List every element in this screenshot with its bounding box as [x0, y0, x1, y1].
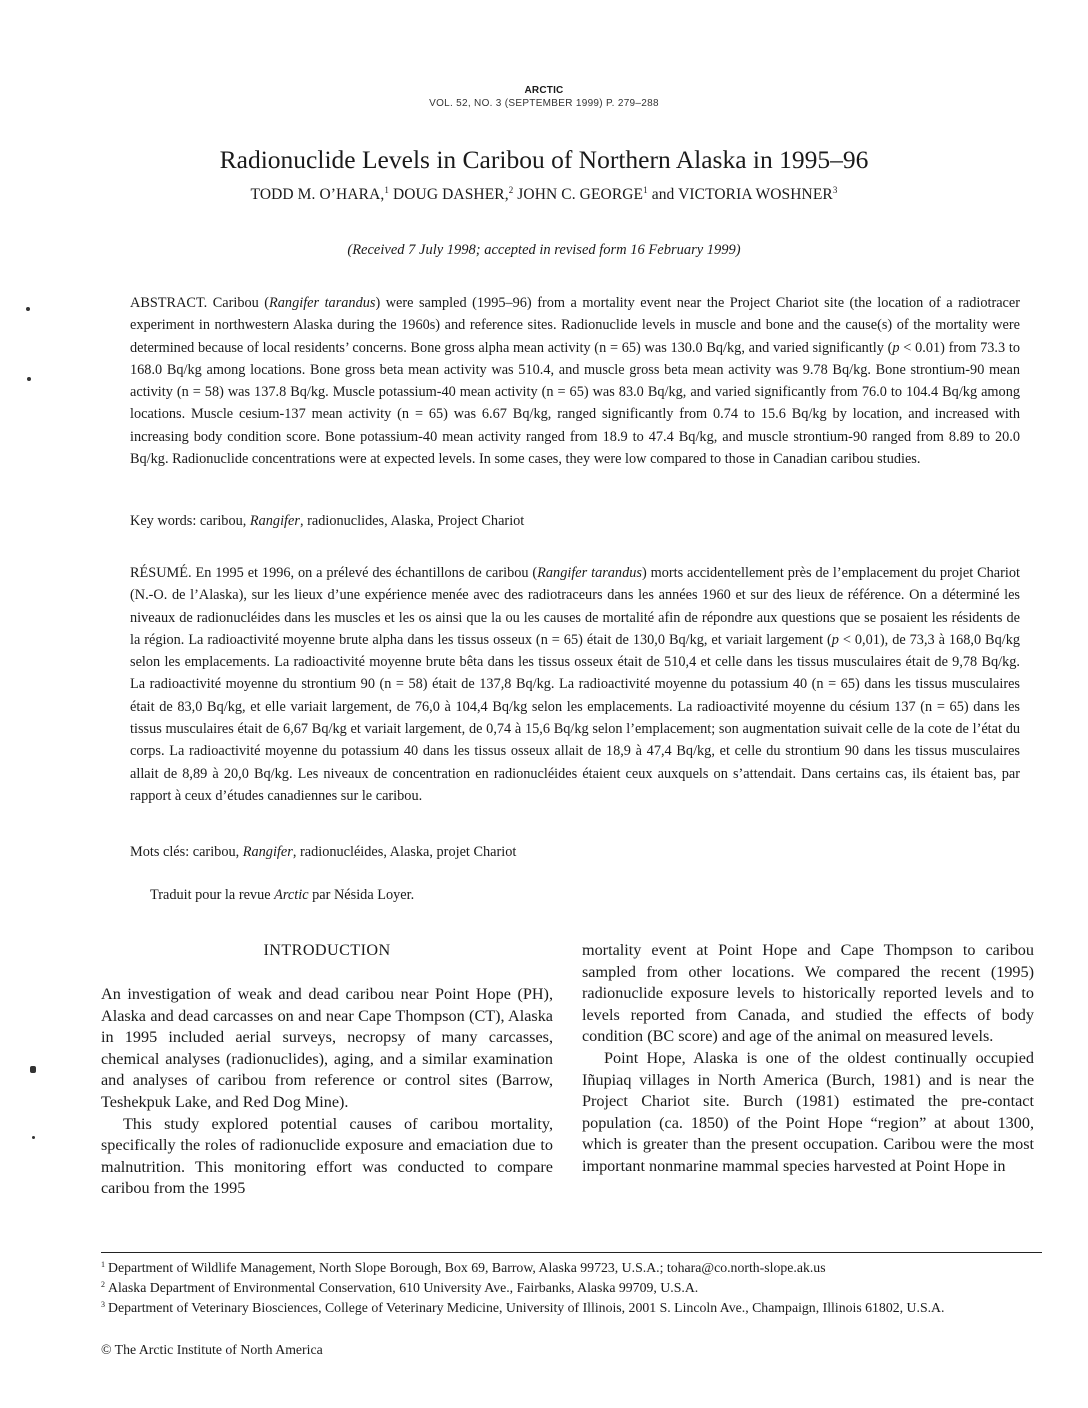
species-name: Rangifer tarandus — [537, 565, 642, 581]
author-list — [0, 185, 1088, 204]
abstract-text: Caribou ( — [207, 295, 270, 311]
volume-line: VOL. 52, NO. 3 (SEPTEMBER 1999) P. 279–288 — [429, 98, 659, 109]
mots-cles-rest: , radionucléides, Alaska, projet Chariot — [292, 844, 517, 860]
keywords-label: Key words: caribou, — [130, 513, 250, 529]
resume-text: En 1995 et 1996, on a prélevé des échantillons de caribou ( — [191, 565, 538, 581]
abstract-label: ABSTRACT. — [130, 295, 208, 311]
footnote-number: 2 — [101, 1280, 105, 1289]
affiliation-marker: 3 — [832, 185, 838, 195]
scan-speck — [27, 377, 31, 381]
translation-post: par Nésida Loyer. — [308, 887, 415, 903]
received-dates: (Received 7 July 1998; accepted in revised form 16 February 1999) — [347, 242, 741, 258]
footnote-text: Department of Veterinary Biosciences, College of Veterinary Medicine, University of Illinois, 2001 S. Lincoln Ave., Champaign, Illinois 61802, U.S.A. — [108, 1300, 945, 1315]
scan-speck — [26, 307, 30, 311]
author-name: DOUG DASHER, — [392, 186, 509, 203]
left-column — [101, 984, 553, 1200]
journal-name: ARCTIC — [524, 85, 564, 96]
footnote-number: 1 — [101, 1260, 105, 1269]
affiliation-marker: 2 — [508, 185, 514, 195]
footnote — [101, 1295, 1046, 1318]
article-title: Radionuclide Levels in Caribou of Northern Alaska in 1995–96 — [219, 145, 869, 174]
resume — [130, 562, 1020, 807]
p-symbol: p — [892, 339, 900, 356]
species-name: Rangifer tarandus — [269, 295, 376, 311]
paragraph: mortality event at Point Hope and Cape Thompson to caribou sampled from other locations. We compared the recent (1995) radionuclide exposure levels to historically reported levels and to levels reported from Canada, and studied the effects of body condition (BC score) and age of the animal on measured levels. — [582, 941, 1034, 1046]
footnote-text: Alaska Department of Environmental Conservation, 610 University Ave., Fairbanks, Alaska 99709, U.S.A. — [108, 1280, 699, 1295]
mots-cles — [130, 844, 516, 861]
section-heading-introduction: INTRODUCTION — [263, 941, 391, 959]
authors-joiner: and — [651, 186, 675, 203]
p-symbol: p — [831, 631, 839, 648]
author-name: VICTORIA WOSHNER — [678, 186, 833, 203]
footnote-number: 3 — [101, 1300, 105, 1309]
mots-cles-label: Mots clés: caribou, — [130, 844, 243, 860]
resume-text: ) morts accidentellement près de l’emplacement du projet Chariot (N.-O. de l’Alaska), sur les lieux d’une expérience menée avec des radiotraceurs dans les années 1960 et sur des lieux de référence. On a déterminé les niveaux de radionucléides dans les muscles et les os ainsi que la ou les causes de mortalité afin de répondre aux questions que se posaient les résidents de la région. La radioactivité moyenne brute alpha dans les tissus osseux (n = 65) était de 130,0 Bq/kg, et variait largement ( — [130, 565, 1020, 648]
mots-cles-italic: Rangifer — [242, 844, 293, 860]
footnote-text: Department of Wildlife Management, North Slope Borough, Box 69, Barrow, Alaska 99723, U.S.A.; tohara@co.north-slope.ak.us — [108, 1260, 826, 1275]
resume-label: RÉSUMÉ. — [130, 565, 192, 581]
scan-speck — [32, 1136, 35, 1139]
scan-speck — [30, 1066, 36, 1073]
keyword-italic: Rangifer — [249, 513, 300, 529]
right-column — [582, 940, 1034, 1178]
author-name: TODD M. O’HARA, — [250, 186, 385, 203]
paragraph: An investigation of weak and dead caribou near Point Hope (PH), Alaska and dead carcasses on and near Cape Thompson (CT), Alaska in 1995 included aerial surveys, necropsy of many carcasses, chemical analyses (radionuclides), aging, and a similar examination and analyses of caribou from reference or control sites (Barrow, Teshekpuk Lake, and Red Dog Mine). — [101, 985, 553, 1111]
author-name: JOHN C. GEORGE — [517, 186, 644, 203]
paragraph: This study explored potential causes of caribou mortality, specifically the roles of radionuclide exposure and emaciation due to malnutrition. This monitoring effort was conducted to compare caribou from the 1995 — [101, 1114, 553, 1198]
abstract-text: < 0.01) from 73.3 to 168.0 Bq/kg among locations. Bone gross beta mean activity was 510.4, and muscle gross beta mean activity was 9.78 Bq/kg. Bone strontium-90 mean activity (n = 58) was 137.8 Bq/kg. Muscle potassium-40 mean activity (n = 65) was 83.0 Bq/kg, and varied significantly from 76.0 to 104.4 Bq/kg among locations. Muscle cesium-137 mean activity (n = 65) was 6.67 Bq/kg, ranged significantly from 0.74 to 15.6 Bq/kg by location, and increased with increasing body condition score. Bone potassium-40 mean activity ranged from 18.9 to 47.4 Bq/kg, and muscle strontium-90 ranged from 8.89 to 20.0 Bq/kg. Radionuclide concentrations were at expected levels. In some cases, they were low compared to those in Canadian caribou studies. — [130, 339, 1020, 468]
keywords — [130, 513, 524, 530]
abstract-text: ) were sampled (1995–96) from a mortality event near the Project Chariot site (the location of a radiotracer experiment in northwestern Alaska during the 1960s) and reference sites. Radionuclide levels in muscle and bone and the cause(s) of the mortality were determined because of local residents’ concerns. Bone gross alpha mean activity (n = 65) was 130.0 Bq/kg, and varied significantly ( — [130, 295, 1020, 356]
affiliation-marker: 1 — [643, 185, 648, 195]
copyright: © The Arctic Institute of North America — [101, 1342, 323, 1357]
footnote-rule — [101, 1252, 1042, 1253]
resume-text: < 0,01), de 73,3 à 168,0 Bq/kg selon les emplacements. La radioactivité moyenne brute bêta dans les tissus osseux était de 510,4 et celle dans les tissus musculaires était de 9,78 Bq/kg. La radioactivité moyenne du strontium 90 (n = 58) était de 137,8 Bq/kg. La radioactivité moyenne du potassium 40 (n = 65) dans les tissus musculaires était de 83,0 Bq/kg, et elle variait largement, de 76,0 à 104,4 Bq/kg selon les emplacements. La radioactivité moyenne du césium 137 (n = 65) dans les tissus musculaires était de 6,67 Bq/kg et variait largement, de 0,74 à 15,6 Bq/kg selon l’emplacement; son augmentation suivait celle de la cote de l’état du corps. La radioactivité moyenne du potassium 40 dans les tissus osseux allait de 18,9 à 47,4 Bq/kg, et celle du strontium 90 dans les tissus musculaires allait de 8,89 à 20,0 Bq/kg. Les niveaux de concentration en radionucléides étaient ceux auxquels on s’attendait. Dans certains cas, ils étaient bas, par rapport à ceux d’études canadiennes sur le caribou. — [130, 631, 1020, 804]
paragraph: Point Hope, Alaska is one of the oldest continually occupied Iñupiaq villages in North America (Burch, 1981) and is near the Project Chariot site. Burch (1981) estimated the pre-contact population (ca. 1850) of the Point Hope “region” at about 1300, which is greater than the present occupation. Caribou were the most important nonmarine mammal species harvested at Point Hope in — [582, 1048, 1034, 1175]
abstract — [130, 292, 1020, 470]
translation-pre: Traduit pour la revue — [150, 887, 275, 903]
translation-credit — [150, 887, 414, 904]
keywords-rest: , radionuclides, Alaska, Project Chariot — [299, 513, 525, 529]
affiliation-marker: 1 — [384, 185, 389, 195]
journal-italic: Arctic — [274, 887, 309, 903]
